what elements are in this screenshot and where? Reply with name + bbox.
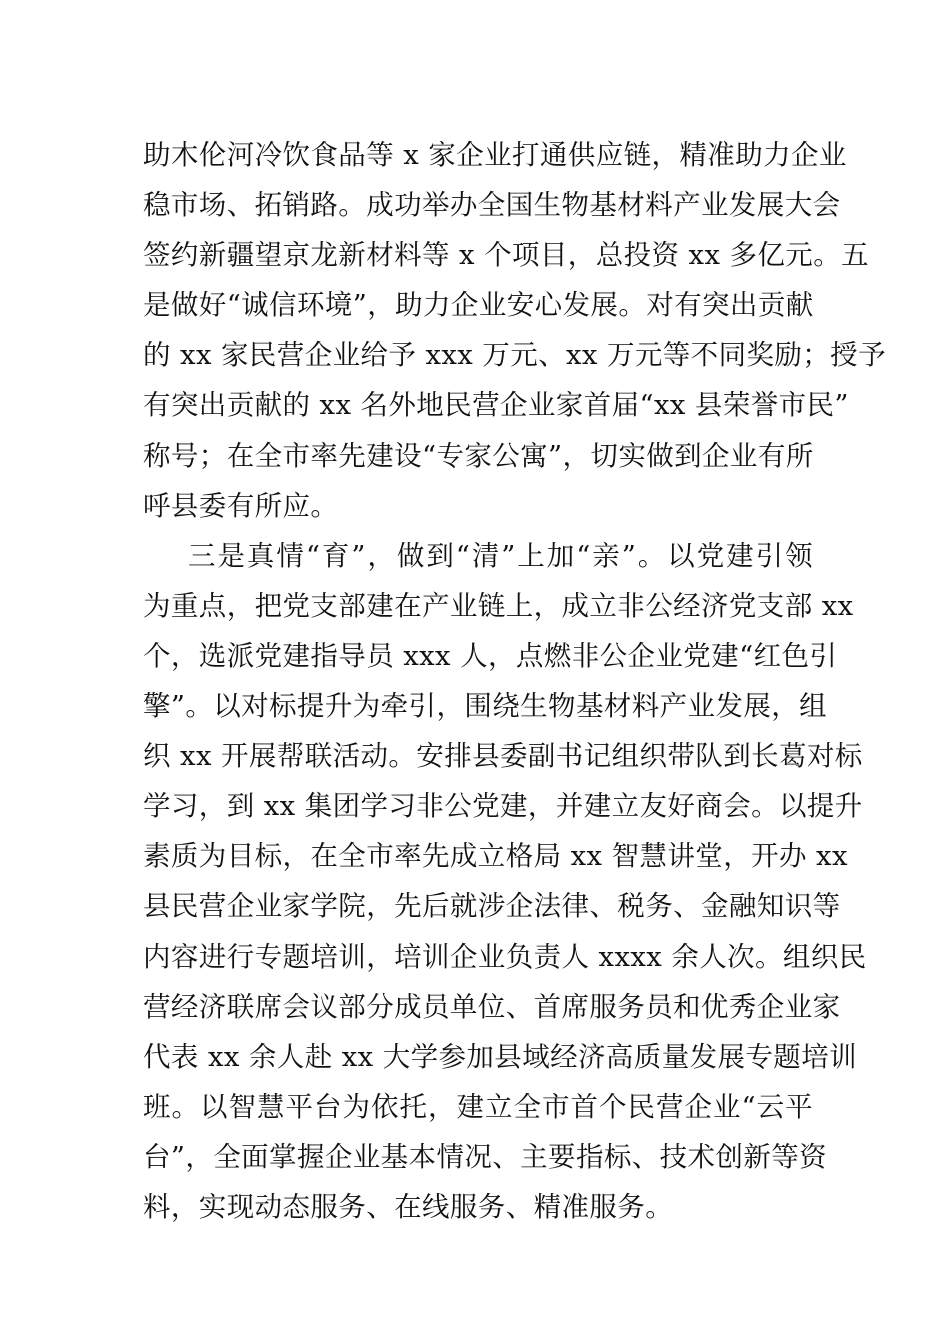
text-line: 称号；在全市率先建设“专家公寓”，切实做到企业有所 bbox=[143, 439, 814, 472]
text-line: 有突出贡献的 xx 名外地民营企业家首届“xx 县荣誉市民” bbox=[143, 389, 849, 422]
text-line: 代表 xx 余人赴 xx 大学参加县域经济高质量发展专题培训 bbox=[143, 1040, 857, 1073]
text-line: 素质为目标，在全市率先成立格局 xx 智慧讲堂，开办 xx bbox=[143, 840, 848, 873]
text-line: 签约新疆望京龙新材料等 x 个项目，总投资 xx 多亿元。五 bbox=[143, 239, 869, 272]
text-line: 班。以智慧平台为依托，建立全市首个民营企业“云平 bbox=[143, 1090, 813, 1123]
text-line: 助木伦河冷饮食品等 x 家企业打通供应链，精准助力企业 bbox=[143, 139, 847, 171]
text-line: 内容进行专题培训，培训企业负责人 xxxx 余人次。组织民 bbox=[143, 940, 867, 973]
text-line: 织 xx 开展帮联活动。安排县委副书记组织带队到长葛对标 bbox=[143, 740, 863, 773]
text-line: 呼县委有所应。 bbox=[143, 489, 339, 522]
text-line: 为重点，把党支部建在产业链上，成立非公经济党支部 xx bbox=[143, 589, 854, 622]
text-line: 个，选派党建指导员 xxx 人，点燃非公企业党建“红色引 bbox=[143, 639, 838, 672]
text-line: 的 xx 家民营企业给予 xxx 万元、xx 万元等不同奖励；授予 bbox=[143, 339, 886, 372]
text-line: 擎”。以对标提升为牵引，围绕生物基材料产业发展，组 bbox=[143, 690, 828, 723]
text-line: 营经济联席会议部分成员单位、首席服务员和优秀企业家 bbox=[143, 990, 841, 1023]
text-line: 料，实现动态服务、在线服务、精准服务。 bbox=[143, 1190, 674, 1223]
text-line: 稳市场、拓销路。成功举办全国生物基材料产业发展大会 bbox=[143, 189, 841, 222]
paragraph-first-line: 三是真情“育”，做到“清”上加“亲”。以党建引领 bbox=[188, 539, 813, 572]
text-line: 是做好“诚信环境”，助力企业安心发展。对有突出贡献 bbox=[143, 289, 814, 322]
text-line: 学习，到 xx 集团学习非公党建，并建立友好商会。以提升 bbox=[143, 790, 863, 823]
text-line: 县民营企业家学院，先后就涉企法律、税务、金融知识等 bbox=[143, 890, 841, 923]
body-text bbox=[143, 130, 886, 1232]
text-line: 台”，全面掌握企业基本情况、主要指标、技术创新等资 bbox=[143, 1140, 828, 1173]
